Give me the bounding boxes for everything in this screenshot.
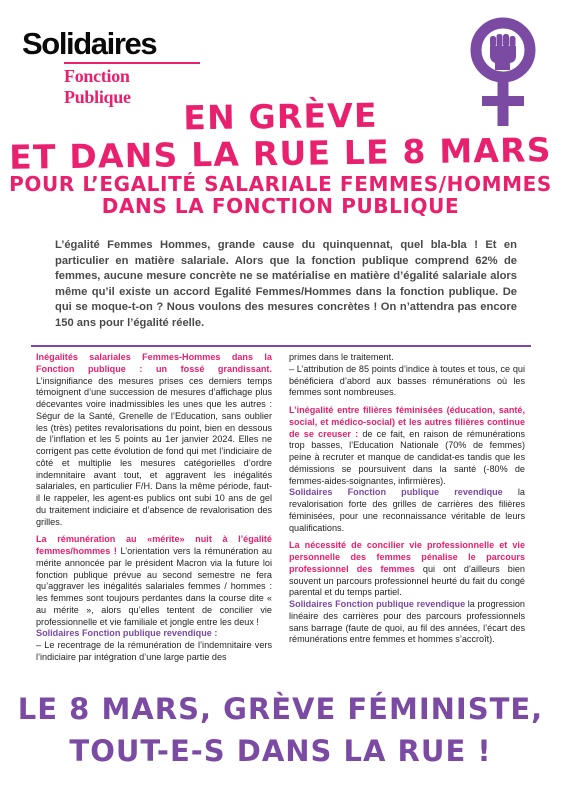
section-heading: La rémunération au «mérite» nuit à l’égalité femmes/hommes ! — [36, 534, 272, 556]
left-column — [36, 352, 272, 670]
section-heading: La nécessité de concilier vie professionnelle et vie personnelle des femmes pénalise le parcours professionnel des femmes — [289, 540, 525, 574]
claim-item: primes dans le traitement. — [289, 352, 394, 362]
section-pay-gap — [36, 352, 272, 528]
claim-body: la revalorisation forte des grilles de carrières des filières féminisées, pour une reconnaissance véritable de leurs qualifications. — [289, 487, 525, 533]
claim-label: Solidaires Fonction publique revendique — [289, 487, 503, 498]
claim-label: Solidaires Fonction publique revendique : — [36, 628, 218, 639]
claim-body: la progression linéaire des carrières pour des parcours professionnels sans barrage (faute de quoi, au fil des années, l’écart des rémunérations entre femmes et hommes s’accroît). — [289, 599, 525, 645]
headline-line-4: DANS LA FONCTION PUBLIQUE — [101, 194, 460, 218]
section-body: qui ont d’ailleurs bien souvent un parcours professionnel heurté du fait du congé parental et du temps partiel. — [289, 563, 525, 598]
solidaires-logo — [22, 26, 197, 107]
footer-slogan — [0, 688, 561, 772]
section-merit-pay — [36, 534, 272, 663]
logo-rule — [64, 62, 200, 64]
section-heading: L’inégalité entre filières féminisées (éducation, santé, social, et médico-social) et les autres filières continue de se creuser : — [289, 405, 525, 439]
claim-continuation — [289, 352, 525, 399]
headline — [0, 95, 561, 218]
intro-divider — [31, 345, 531, 347]
section-heading: Inégalités salariales Femmes-Hommes dans la Fonction publique : un fossé grandissant. — [36, 352, 272, 374]
section-sector-inequality — [289, 405, 525, 534]
section-body: de ce fait, en raison de rémunérations trop basses, l’Education Nationale (70% de femmes) peine à recruter et manque de candidat-es tandis que les démissions se poursuivent dans la santé (-80% de femmes-aides-soignantes, infirmières). — [289, 428, 525, 486]
section-body: L’orientation vers la rémunération au mérite annoncée par le président Macron via la future loi fonction publique prévue au second semestre ne fera qu’aggraver les inégalités salariales femmes / hommes : les femmes sont toujours perdantes dans la course dite « au mérite », alors qu’elles tentent de concilier vie professionnelle et vie familiale et jongle entre les deux ! — [36, 546, 272, 627]
logo-title: Solidaires — [22, 26, 157, 61]
logo-subtitle: Fonction Publique — [64, 66, 131, 107]
section-work-life-balance — [289, 540, 525, 646]
footer-line-2: TOUT-E-S DANS LA RUE ! — [69, 734, 492, 768]
section-body: L’insignifiance des mesures prises ces derniers temps témoignent d’une succession de mesures d’affichage plus décevantes voire inadmissibles les unes que les autres : Ségur de la Santé, Grenelle de l’Education, sans oublier les (très) petites revalorisations du point, bien en dessous de l’inflation et les 5 points au 1er janvier 2024. Elles ne corrigent pas cette évolution de fond qui met l’indiciaire de côté et multiplie les mesures catégorielles d’ordre indemnitaire avant tout, et aggravent les inégalités salariales, en particulier F/H. Dans la même période, faut-il le rappeler, les agent-es publics ont subi 10 ans de gel du traitement indiciaire et d’absence de revalorisation des grilles. — [36, 375, 272, 527]
headline-line-3: POUR L’EGALITÉ SALARIALE FEMMES/HOMMES — [9, 172, 552, 196]
footer-line-1: LE 8 MARS, GRÈVE FÉMINISTE, — [17, 692, 544, 726]
intro-paragraph: L’égalité Femmes Hommes, grande cause du quinquennat, quel bla-bla ! Et en particulier en matière salariale. Alors que la fonction publique comprend 62% de femmes, aucune mesure concrète ne se matérialise en matière d’égalité salariale alors même qu’il existe un accord Egalité Femmes/Hommes dans la fonction publique. De qui se moque-t-on ? Nous voulons des mesures concrètes ! On n’attendra pas encore 150 ans pour l’égalité réelle. — [55, 239, 517, 329]
claim-item: – L’attribution de 85 points d’indice à toutes et tous, ce qui bénéficiera d’abord aux basses rémunérations où les femmes sont nombreuses. — [289, 363, 525, 398]
claim-label: Solidaires Fonction publique revendique — [289, 599, 466, 609]
claim-item: – Le recentrage de la rémunération de l’indemnitaire vers l’indiciaire par intégration d’une large partie des — [36, 640, 272, 662]
right-column — [289, 352, 525, 652]
headline-line-2: ET DANS LA RUE LE 8 MARS — [8, 130, 552, 177]
headline-line-1: EN GRÈVE — [183, 95, 378, 138]
